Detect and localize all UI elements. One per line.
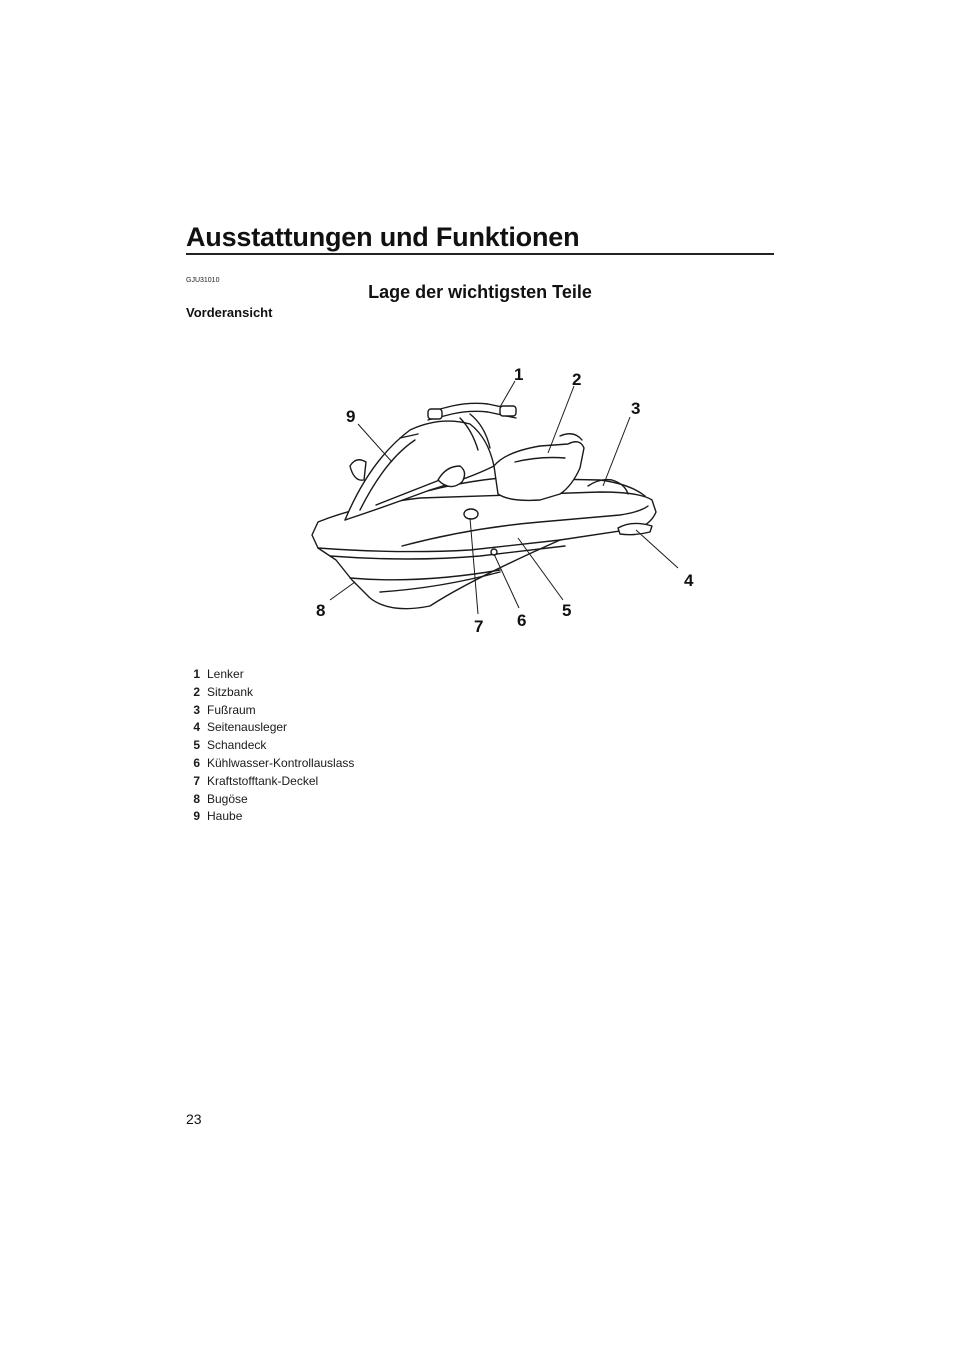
legend-item [186, 737, 354, 755]
legend-number: 2 [193, 684, 200, 699]
legend-item [186, 684, 354, 702]
callout-9: 9 [346, 407, 356, 426]
legend-label: Haube [207, 809, 243, 824]
watercraft-line-drawing [312, 403, 656, 608]
legend-item [186, 719, 354, 737]
callout-1: 1 [514, 365, 524, 384]
watercraft-front-view-illustration [300, 360, 710, 635]
legend-label: Kraftstofftank-Deckel [207, 773, 319, 788]
callout-2: 2 [572, 370, 582, 389]
legend-item [186, 808, 354, 826]
legend-item [186, 755, 354, 773]
legend-number: 4 [193, 720, 200, 735]
legend-label: Kühlwasser-Kontrollauslass [207, 755, 355, 770]
legend-label: Fußraum [207, 702, 256, 717]
callout-6: 6 [517, 611, 527, 630]
page-number: 23 [186, 1111, 202, 1127]
callout-5: 5 [562, 601, 572, 620]
callout-4: 4 [684, 571, 694, 590]
legend-number: 1 [193, 667, 200, 681]
legend-number: 5 [193, 738, 200, 753]
legend-label: Seitenausleger [207, 720, 288, 735]
section-ref-code: GJU31010 [186, 277, 220, 284]
legend-number: 9 [193, 809, 200, 824]
parts-legend [186, 666, 354, 826]
legend-label: Sitzbank [207, 684, 254, 699]
chapter-title: Ausstattungen und Funktionen [186, 222, 580, 252]
legend-item [186, 666, 354, 684]
callout-7: 7 [474, 617, 484, 635]
legend-number: 6 [193, 755, 200, 770]
legend-number: 7 [193, 773, 200, 788]
legend-item [186, 702, 354, 720]
callout-3: 3 [631, 399, 641, 418]
legend-number: 8 [193, 791, 200, 806]
subsection-title: Vorderansicht [186, 305, 273, 320]
legend-item [186, 773, 354, 791]
legend-label: Schandeck [207, 738, 267, 753]
legend-number: 3 [193, 702, 200, 717]
legend-item [186, 791, 354, 809]
callout-8: 8 [316, 601, 326, 620]
section-title: Lage der wichtigsten Teile [368, 282, 592, 302]
chapter-title-rule [186, 253, 774, 255]
legend-label: Lenker [207, 667, 244, 681]
legend-label: Bugöse [207, 791, 248, 806]
watermark-link[interactable]: carmanualsonline.info [778, 1337, 927, 1353]
